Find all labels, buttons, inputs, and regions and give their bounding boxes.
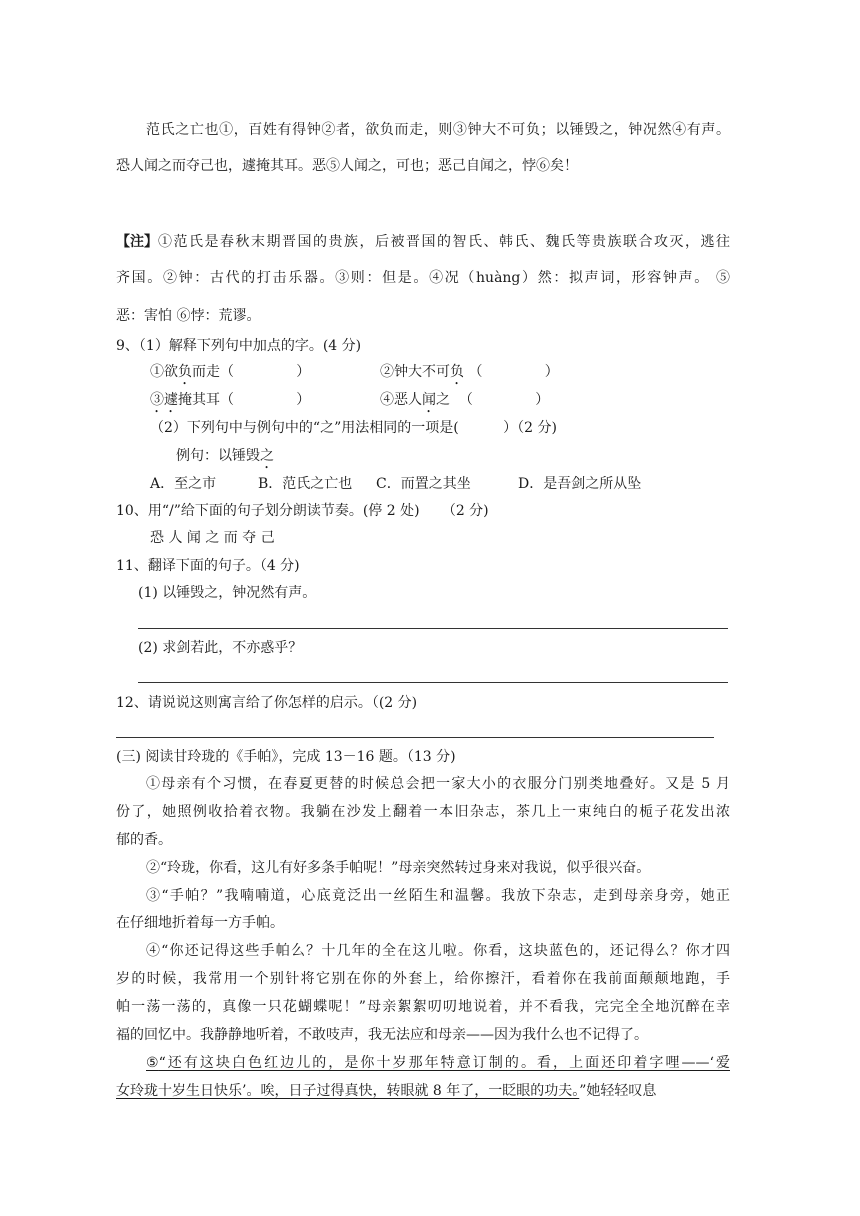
section-title: (三) 阅读甘玲珑的《手帕》，完成 13－16 题。（13 分) xyxy=(116,749,456,765)
paragraph-line: 帕一荡一荡的，真像一只花蝴蝶呢！”母亲絮絮叨叨地说着，并不看我，完完全全地沉醉在幸 xyxy=(116,999,730,1015)
paragraph-line: ③“手帕？”我喃喃道，心底竟泛出一丝陌生和温馨。我放下杂志，走到母亲身旁，她正 xyxy=(146,888,730,904)
question-title: 11、翻译下面的句子。（4 分) xyxy=(116,558,300,574)
q11-sentence: (1) 以锤毁之，钟况然有声。 xyxy=(138,585,317,601)
q9-option-d: D．是吾剑之所从坠 xyxy=(518,476,642,492)
notes-text: ①范氏是春秋末期晋国的贵族，后被晋国的智氏、韩氏、魏氏等贵族联合攻灭，逃往 xyxy=(158,234,730,250)
notes-line xyxy=(116,232,730,252)
paragraph-line: ①母亲有个习惯，在春夏更替的时候总会把一家大小的衣服分门别类地叠好。又是 5 月 xyxy=(146,776,730,792)
q9-option-b: B．范氏之亡也 xyxy=(258,476,353,492)
q9-part2: （2）下列句中与例句中的“之”用法相同的一项是( ）（2 分) xyxy=(150,420,558,436)
question-title: 9、（1）解释下列句中加点的字。(4 分) xyxy=(116,338,362,354)
q10-sentence: 恐 人 闻 之 而 夺 己 xyxy=(150,530,275,546)
paragraph-line: 郁的香。 xyxy=(116,832,172,848)
paragraph-line: 在仔细地折着每一方手帕。 xyxy=(116,915,284,931)
q9-option-c: C．而置之其坐 xyxy=(376,476,471,492)
q9-item: ①欲负而走（ ） xyxy=(150,364,311,380)
paragraph-number: ⑤ xyxy=(146,1055,159,1071)
paragraph-line: 份了，她照例收拾着衣物。我躺在沙发上翻着一本旧杂志，茶几上一束纯白的栀子花发出浓 xyxy=(116,804,730,820)
passage-line: 范氏之亡也①，百姓有得钟②者，欲负而走，则③钟大不可负；以锤毁之，钟况然④有声。 xyxy=(146,122,730,138)
passage-line: 恐人闻之而夺己也，遽掩其耳。恶⑤人闻之，可也；恶己自闻之，悖⑥矣！ xyxy=(116,158,578,174)
question-title: 10、用“/”给下面的句子划分朗读节奏。(停 2 处) （2 分) xyxy=(116,503,489,519)
paragraph-line: ②“玲珑，你看，这儿有好多条手帕呢！”母亲突然转过身来对我说，似乎很兴奋。 xyxy=(146,860,651,876)
notes-label: 【注】 xyxy=(116,234,158,250)
paragraph-line xyxy=(146,1053,730,1073)
underlined-text: “还有这块白色红边儿的，是你十岁那年特意订制的。看，上面还印着字哩——‘爱 xyxy=(158,1055,730,1071)
paragraph-line: 福的回忆中。我静静地听着，不敢吱声，我无法应和母亲——因为我什么也不记得了。 xyxy=(116,1027,648,1043)
q11-sentence: (2) 求剑若此，不亦惑乎？ xyxy=(138,640,303,656)
paragraph-line xyxy=(116,1081,656,1101)
paragraph-line: ④“你还记得这些手帕么？十几年的全在这儿啦。你看，这块蓝色的，还记得么？你才四 xyxy=(146,943,730,959)
q9-item: ④恶人闻之 （ ） xyxy=(380,392,550,408)
answer-line[interactable] xyxy=(138,628,728,629)
answer-line[interactable] xyxy=(116,737,714,738)
paragraph-text: ”她轻轻叹息 xyxy=(579,1083,657,1099)
q9-item: ③遽掩其耳（ ） xyxy=(150,392,311,408)
paragraph-line: 岁的时候，我常用一个别针将它别在你的外套上，给你擦汗，看着你在我前面颠颠地跑，手 xyxy=(116,971,730,987)
q9-option-a: A．至之市 xyxy=(150,476,217,492)
answer-line[interactable] xyxy=(138,682,728,683)
question-title: 12、请说说这则寓言给了你怎样的启示。（(2 分) xyxy=(116,695,418,711)
q9-example: 例句：以锤毁之 xyxy=(176,448,274,464)
notes-line: 恶：害怕 ⑥悖：荒谬。 xyxy=(116,308,261,324)
underlined-text: 女玲珑十岁生日快乐’。唉，日子过得真快，转眼就 8 年了，一眨眼的功夫。 xyxy=(116,1083,580,1099)
notes-line: 齐国。②钟：古代的打击乐器。③则：但是。④况（huàng）然：拟声词，形容钟声。 ⑤ xyxy=(116,270,730,286)
q9-item: ②钟大不可负 （ ） xyxy=(380,364,559,380)
